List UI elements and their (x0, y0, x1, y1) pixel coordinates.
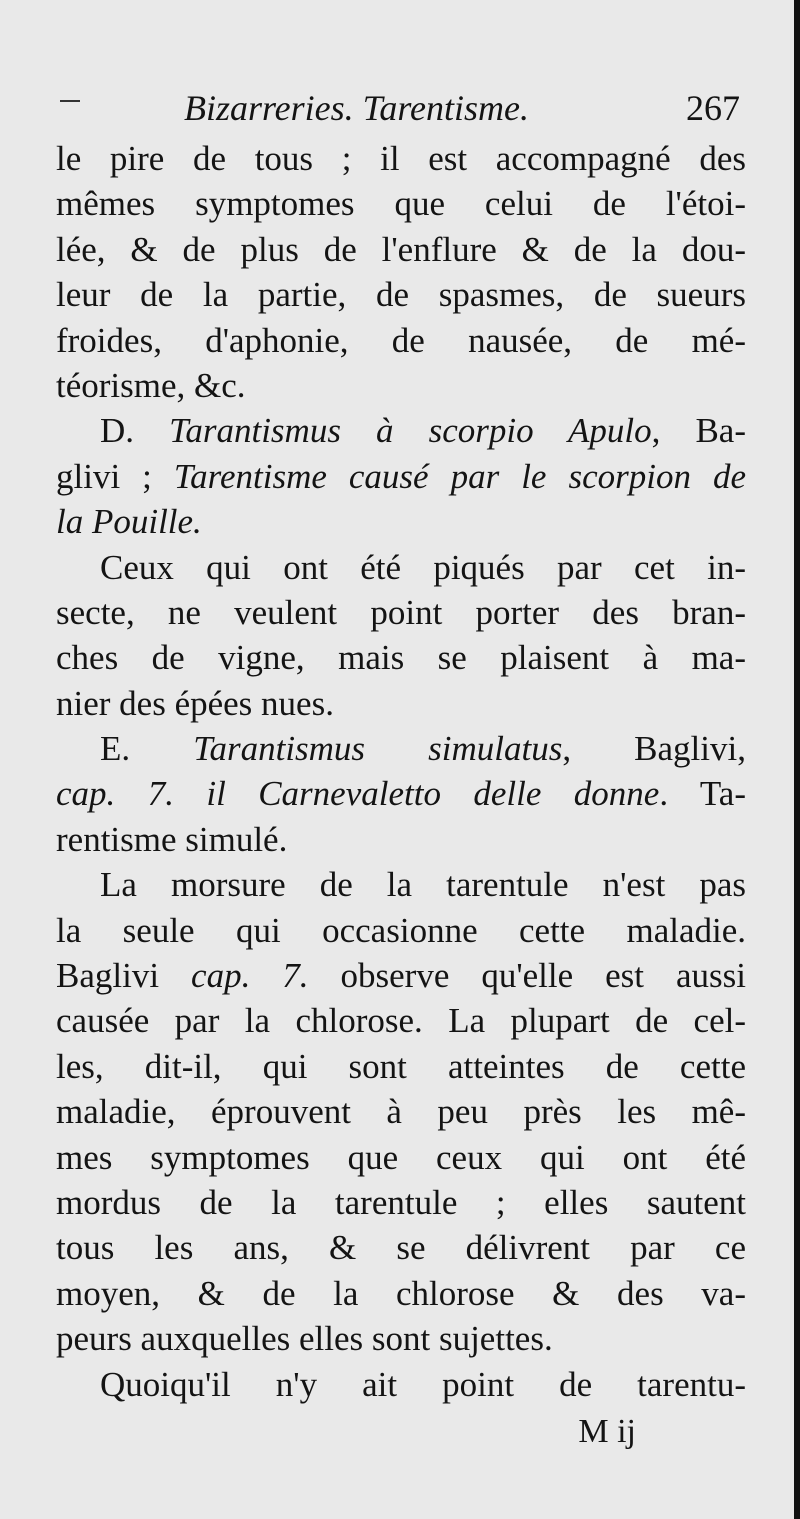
text-line (56, 817, 746, 862)
text-run: peurs auxquelles elles sont sujettes. (56, 1319, 553, 1359)
text-line (56, 1316, 746, 1361)
italic-text: cap. 7. il Carnevaletto delle donne (56, 774, 660, 814)
text-run: nier des épées nues. (56, 683, 334, 723)
text-run: , Baglivi, (562, 729, 746, 769)
text-line (56, 771, 746, 816)
text-line (56, 1135, 746, 1180)
text-line (56, 908, 746, 953)
text-line (56, 181, 746, 226)
text-line (56, 1180, 746, 1225)
text-line (56, 227, 746, 272)
text-run: La morsure de la tarentule n'est pas (100, 865, 746, 905)
text-line (56, 635, 746, 680)
text-run: glivi ; (56, 456, 174, 496)
text-run: téorisme, &c. (56, 365, 246, 405)
italic-text: Tarentisme causé par le scorpion de (173, 456, 746, 496)
italic-text: Tarantismus à scorpio Apulo (169, 411, 652, 451)
text-run: leur de la partie, de spasmes, de sueurs (56, 275, 746, 315)
text-run: Baglivi (56, 956, 192, 996)
text-run: rentisme simulé. (56, 819, 288, 859)
text-run: tous les ans, & se délivrent par ce (56, 1228, 746, 1268)
italic-text: cap. 7. (191, 956, 309, 996)
text-run: le pire de tous ; il est accompagné des (56, 139, 746, 178)
text-run: E. (100, 729, 194, 769)
text-run: mordus de la tarentule ; elles sautent (56, 1182, 746, 1222)
text-run: ches de vigne, mais se plaisent à ma- (56, 638, 746, 678)
page-edge-shadow (794, 0, 800, 1519)
text-run: causée par la chlorose. La plupart de cel- (56, 1001, 746, 1041)
text-run: Ceux qui ont été piqués par cet in- (100, 547, 746, 587)
text-line (56, 953, 746, 998)
page-header (56, 80, 746, 136)
text-run: observe qu'elle est aussi (308, 956, 746, 996)
text-block (56, 80, 746, 1457)
text-line (56, 726, 746, 771)
text-run: maladie, éprouvent à peu près les mê- (56, 1092, 746, 1132)
text-run: Quoiqu'il n'y ait point de tarentu- (100, 1364, 746, 1404)
text-line (56, 1044, 746, 1089)
text-line (56, 998, 746, 1043)
header-rule (60, 100, 80, 102)
text-run: froides, d'aphonie, de nausée, de mé- (56, 320, 746, 360)
page-footer (56, 1407, 746, 1457)
body-text (56, 136, 746, 1407)
text-line (56, 590, 746, 635)
italic-text: Tarantismus simulatus (193, 729, 563, 769)
text-run: mes symptomes que ceux qui ont été (56, 1137, 746, 1177)
text-line (56, 136, 746, 181)
text-line (56, 272, 746, 317)
text-line (56, 454, 746, 499)
text-run: la seule qui occasionne cette maladie. (56, 910, 746, 950)
italic-text: la Pouille. (56, 502, 202, 542)
text-line (56, 545, 746, 590)
text-line (56, 1271, 746, 1316)
text-line (56, 363, 746, 408)
text-line (56, 499, 746, 544)
text-run: les, dit-il, qui sont atteintes de cette (56, 1046, 746, 1086)
text-line (56, 1225, 746, 1270)
page-number: 267 (686, 88, 740, 128)
signature-mark: M ij (578, 1412, 636, 1450)
text-run: . Ta- (659, 774, 746, 814)
text-line (56, 681, 746, 726)
running-title: Bizarreries. Tarentisme. (184, 88, 530, 128)
text-run: D. (100, 411, 170, 451)
text-line (56, 862, 746, 907)
text-line (56, 318, 746, 363)
text-run: mêmes symptomes que celui de l'étoi- (56, 184, 746, 224)
text-run: , Ba- (651, 411, 746, 451)
text-line (56, 1089, 746, 1134)
text-run: lée, & de plus de l'enflure & de la dou- (56, 229, 746, 269)
text-line (56, 1362, 746, 1407)
text-run: moyen, & de la chlorose & des va- (56, 1273, 746, 1313)
text-run: secte, ne veulent point porter des bran- (56, 592, 746, 632)
text-line (56, 408, 746, 453)
